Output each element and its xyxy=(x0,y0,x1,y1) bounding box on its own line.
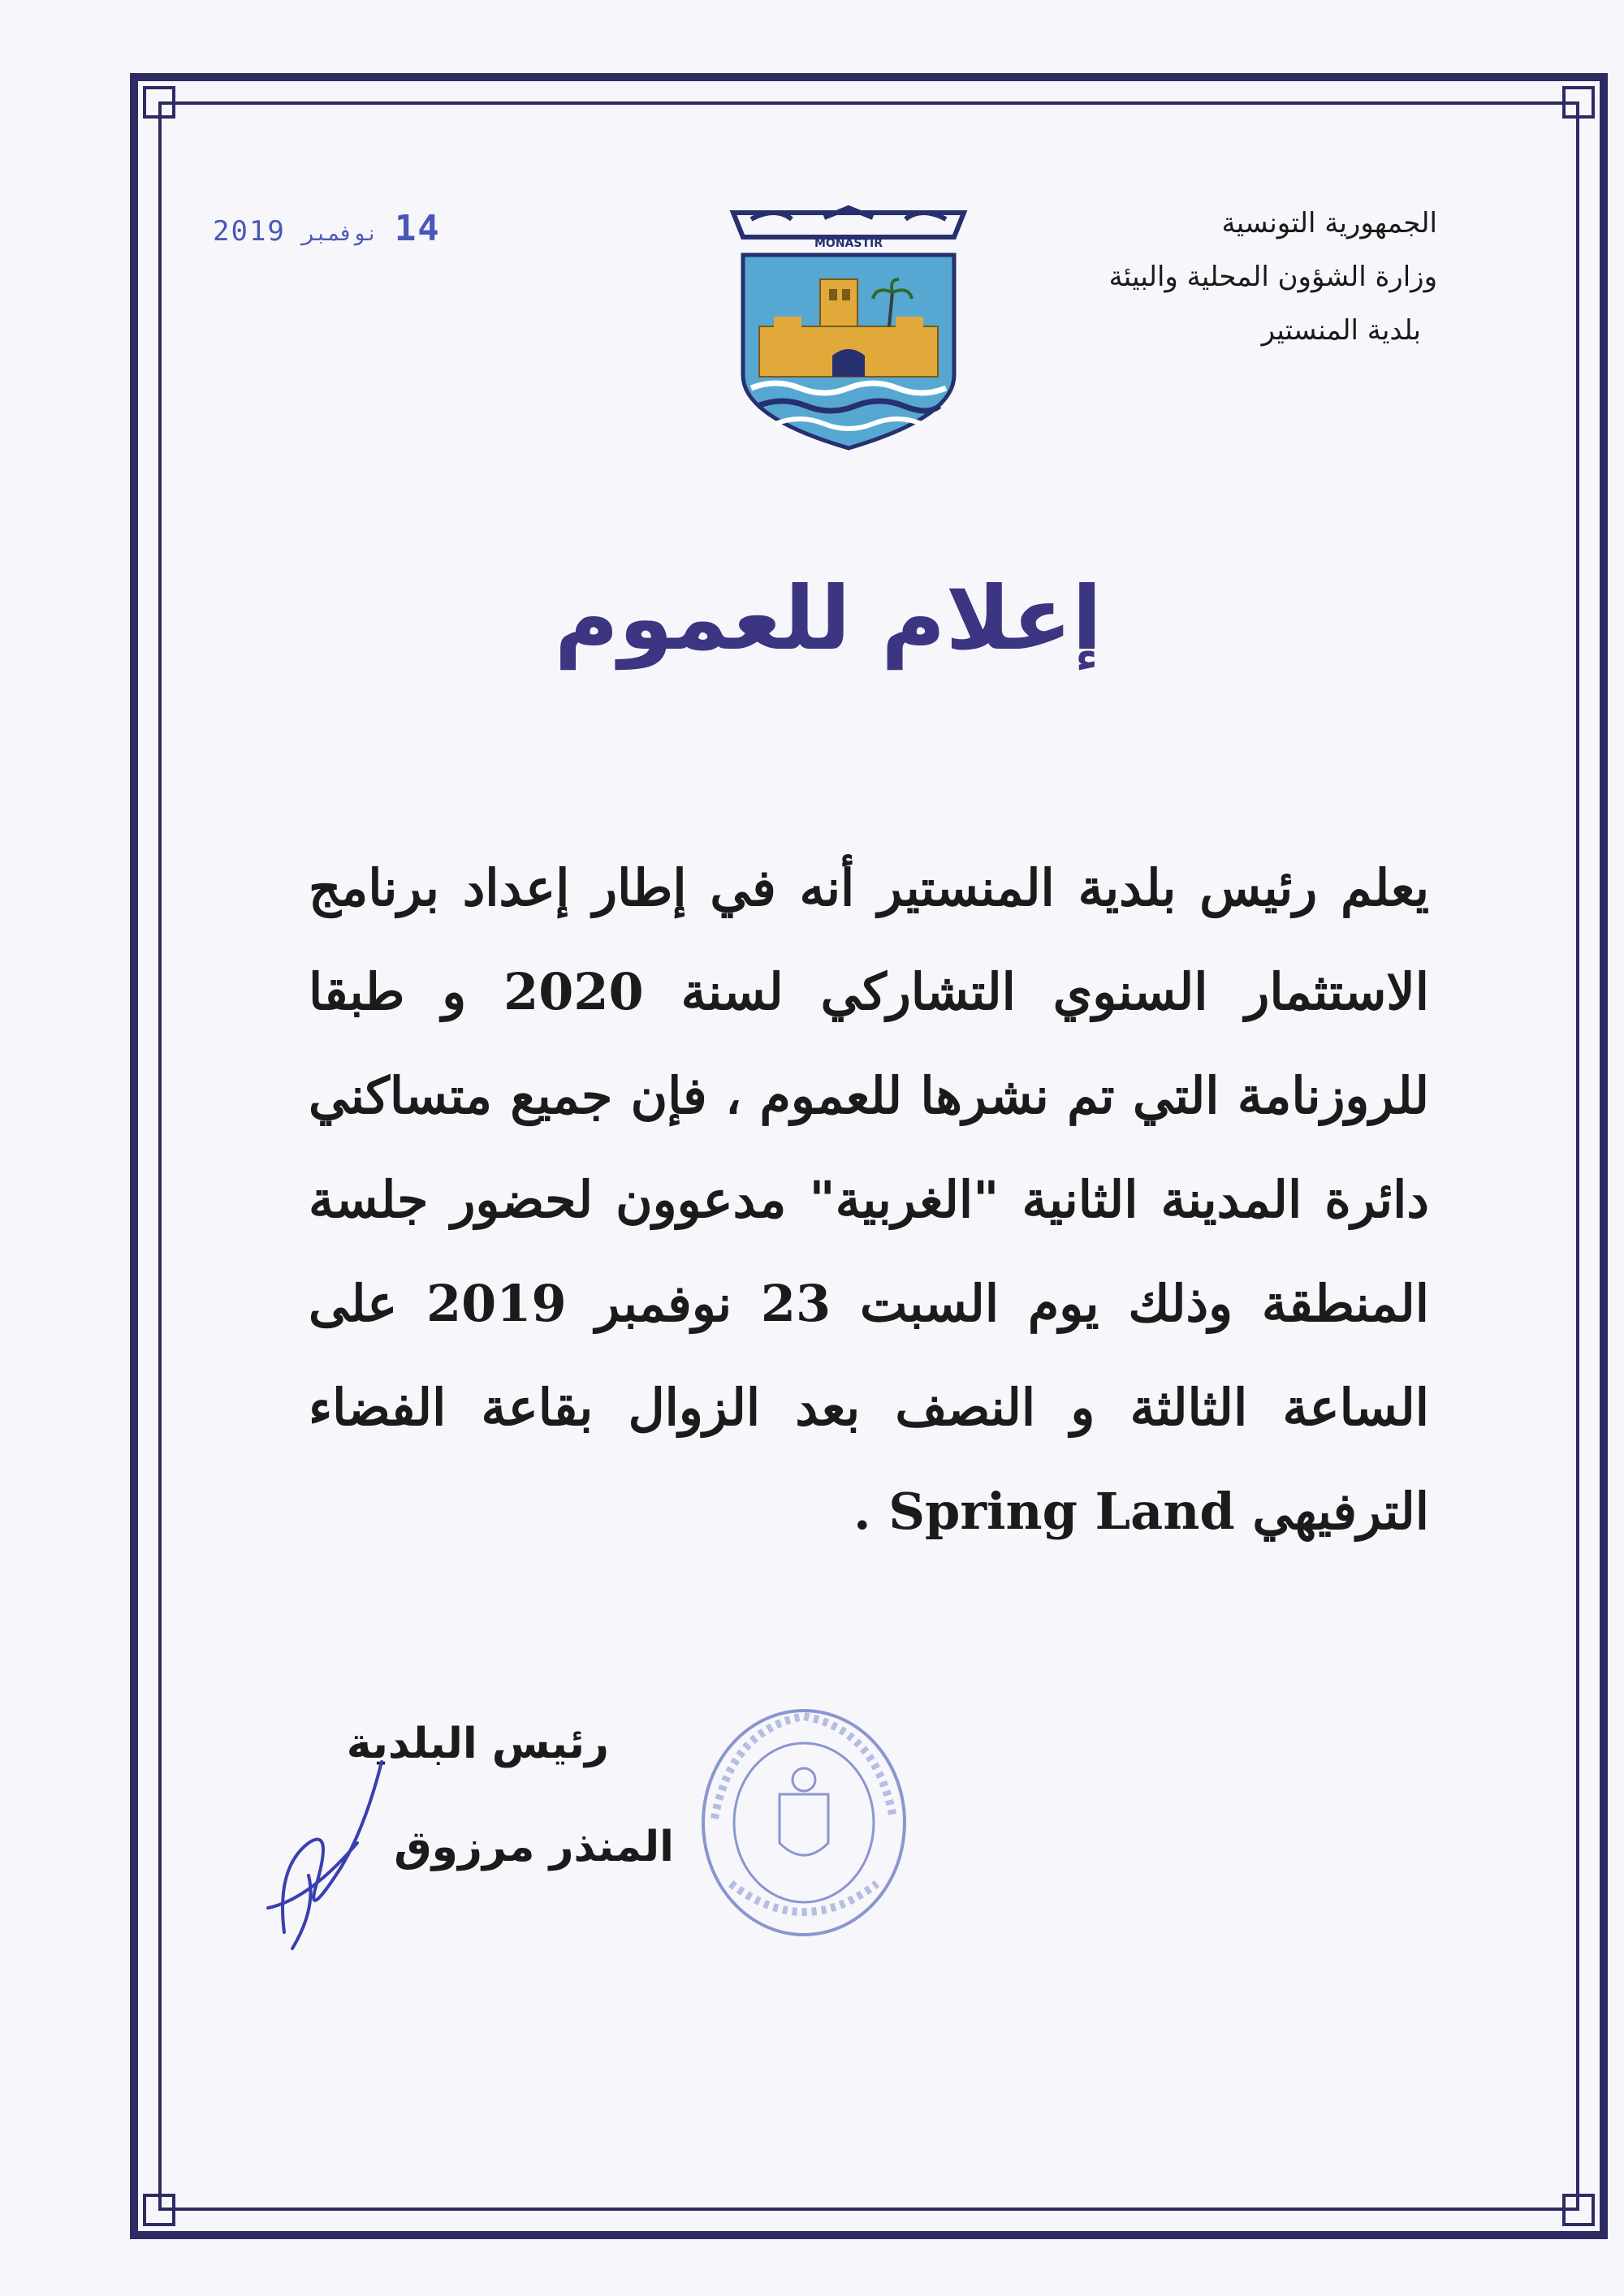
letterhead xyxy=(950,209,1437,370)
date-stamp-day: 14 xyxy=(394,208,441,249)
letterhead-municipality: بلدية المنستير xyxy=(1261,314,1421,347)
corner-ornament xyxy=(1562,2194,1595,2226)
municipality-seal xyxy=(698,1705,909,1940)
handwritten-signature xyxy=(260,1746,406,1957)
corner-ornament xyxy=(143,2194,175,2226)
signatory-name: المنذر مرزوق xyxy=(394,1823,674,1871)
logo-text: MONASTIR xyxy=(814,237,883,250)
page-title: إعلام للعموم xyxy=(554,568,1103,670)
signatory-title: رئيس البلدية xyxy=(346,1720,609,1768)
monastir-coat-of-arms-logo xyxy=(727,205,970,452)
announcement-body: يعلم رئيس بلدية المنستير أنه في إطار إعداد برنامج الاستثمار السنوي التشاركي لسنة 2020 و طبقا للروزنامة التي تم نشرها للعموم ، فإن جميع متساكني دائرة المدينة الثانية "الغربية" مدعوون لحضور جلسة المنطقة وذلك يوم السبت 23 نوفمبر 2019 على الساعة الثالثة و النصف بعد الزوال بقاعة الفضاء الترفيهي Spring Land . xyxy=(309,858,1430,1541)
corner-ornament xyxy=(1562,86,1595,119)
corner-ornament xyxy=(143,86,175,119)
letterhead-country: الجمهورية التونسية xyxy=(1221,207,1437,240)
letterhead-ministry: وزارة الشؤون المحلية والبيئة xyxy=(1108,261,1437,293)
date-stamp xyxy=(213,208,441,249)
date-stamp-month: نوفمبر xyxy=(301,222,378,246)
date-stamp-year: 2019 xyxy=(213,215,286,248)
